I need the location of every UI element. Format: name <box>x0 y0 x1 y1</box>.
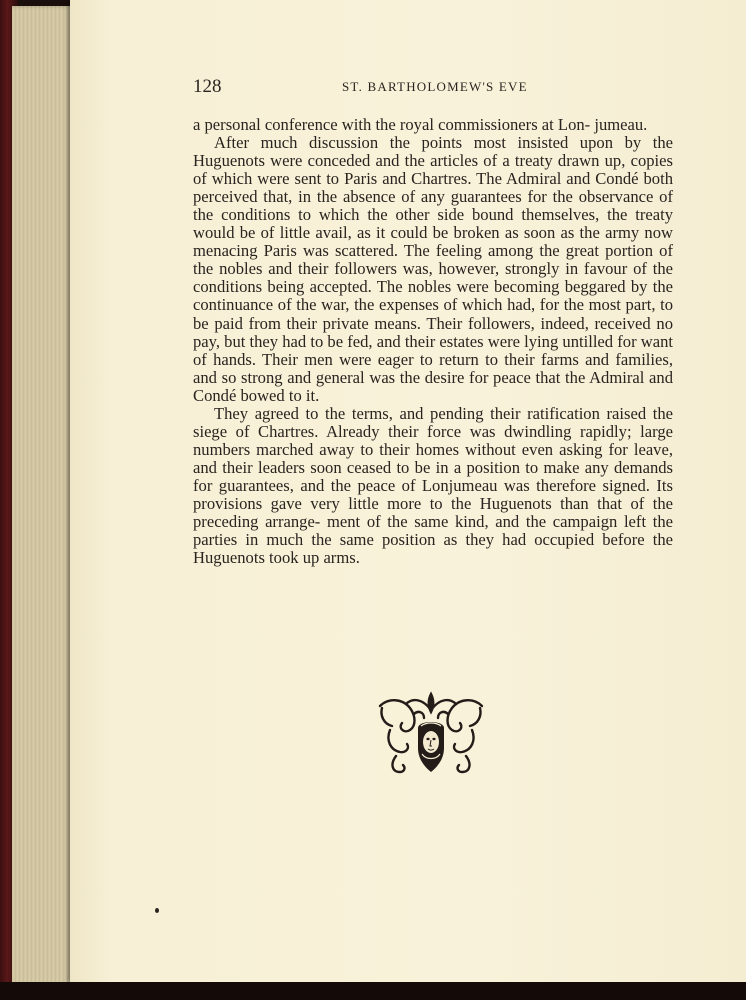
running-head <box>193 76 673 100</box>
body-text <box>193 116 673 567</box>
page-number: 128 <box>193 76 222 97</box>
page-edges <box>12 6 72 988</box>
paragraph-2: After much discussion the points most insisted upon by the Huguenots were conceded and the articles of a treaty drawn up, copies of which were sent to Paris and Chartres. The Admiral and Condé both perceived that, in the absence of any guarantees for the observance of the conditions to which the other side bound themselves, the treaty would be of little avail, as it could be broken as soon as the army now menacing Paris was scattered. The feeling among the great portion of the nobles and their followers was, however, strongly in favour of the conditions being accepted. The nobles were becoming beggared by the continuance of the war, the expenses of which had, for the most part, to be paid from their private means. Their followers, indeed, received no pay, but they had to be fed, and their estates were lying untilled for want of hands. Their men were eager to return to their farms and families, and so strong and general was the desire for peace that the Admiral and Condé bowed to it. <box>193 133 673 405</box>
page-speck <box>155 908 159 913</box>
running-title: ST. BARTHOLOMEW'S EVE <box>342 79 528 94</box>
tailpiece-ornament-icon <box>376 690 486 782</box>
paragraph-1: a personal conference with the royal commissioners at Lon- jumeau. <box>193 115 648 134</box>
paragraph-3: They agreed to the terms, and pending their ratification raised the siege of Chartres. Already their force was dwindling rapidly; large numbers marched away to their homes without even asking for leave, and their leaders soon ceased to be in a position to make any demands for guarantees, and the peace of Lonjumeau was therefore signed. Its provisions gave very little more to the Huguenots than that of the preceding arrange- ment of the same kind, and the campaign left the parties in much the same position as they had occupied before the Huguenots took up arms. <box>193 403 673 568</box>
bottom-edge <box>0 982 746 1000</box>
